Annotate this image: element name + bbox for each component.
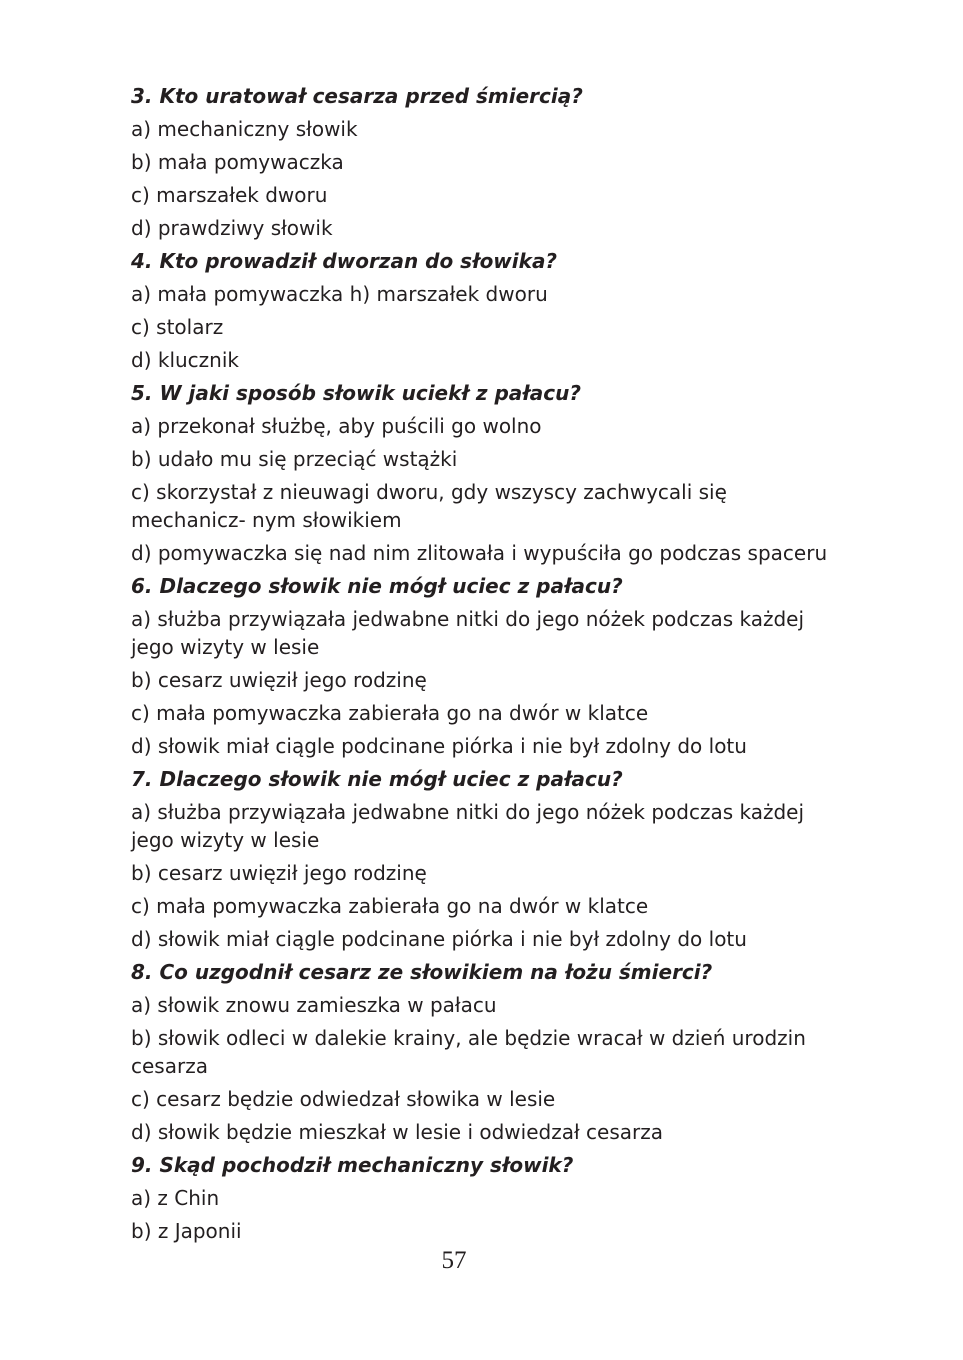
- answer-option: c) mała pomywaczka zabierała go na dwór w klatce: [131, 701, 649, 725]
- answer-option: d) słowik będzie mieszkał w lesie i odwiedzał cesarza: [131, 1120, 663, 1144]
- answer-option: d) słowik miał ciągle podcinane piórka i nie był zdolny do lotu: [131, 927, 747, 951]
- answer-option: b) cesarz uwięził jego rodzinę: [131, 668, 427, 692]
- answer-option: c) skorzystał z nieuwagi dworu, gdy wszyscy zachwycali się mechanicz- nym słowikiem: [131, 480, 727, 532]
- answer-option: b) z Japonii: [131, 1219, 242, 1243]
- answer-option: b) udało mu się przeciąć wstążki: [131, 447, 458, 471]
- question-heading: 7. Dlaczego słowik nie mógł uciec z pałacu?: [131, 767, 623, 791]
- question-block: [131, 82, 843, 242]
- answer-option: d) słowik miał ciągle podcinane piórka i nie był zdolny do lotu: [131, 734, 747, 758]
- answer-option: a) mechaniczny słowik: [131, 117, 358, 141]
- question-block: [131, 379, 843, 567]
- answer-option: b) słowik odleci w dalekie krainy, ale będzie wracał w dzień urodzin cesarza: [131, 1026, 806, 1078]
- answer-option: a) z Chin: [131, 1186, 220, 1210]
- question-heading: 3. Kto uratował cesarza przed śmiercią?: [131, 84, 583, 108]
- answer-option: a) służba przywiązała jedwabne nitki do jego nóżek podczas każdej jego wizyty w lesie: [131, 607, 805, 659]
- question-block: [131, 247, 843, 374]
- answer-option: b) cesarz uwięził jego rodzinę: [131, 861, 427, 885]
- answer-option: a) przekonał służbę, aby puścili go wolno: [131, 414, 542, 438]
- page-number: 57: [441, 1247, 467, 1274]
- question-block: [131, 572, 843, 760]
- answer-option: c) stolarz: [131, 315, 224, 339]
- question-heading: 8. Co uzgodnił cesarz ze słowikiem na łożu śmierci?: [131, 960, 713, 984]
- question-heading: 5. W jaki sposób słowik uciekł z pałacu?: [131, 381, 581, 405]
- answer-option: c) marszałek dworu: [131, 183, 328, 207]
- answer-option: a) mała pomywaczka h) marszałek dworu: [131, 282, 548, 306]
- question-heading: 9. Skąd pochodził mechaniczny słowik?: [131, 1153, 574, 1177]
- question-block: [131, 765, 843, 953]
- answer-option: d) pomywaczka się nad nim zlitowała i wypuściła go podczas spaceru: [131, 541, 828, 565]
- answer-option: c) mała pomywaczka zabierała go na dwór w klatce: [131, 894, 649, 918]
- answer-option: c) cesarz będzie odwiedzał słowika w lesie: [131, 1087, 556, 1111]
- question-heading: 4. Kto prowadził dworzan do słowika?: [131, 249, 558, 273]
- answer-option: b) mała pomywaczka: [131, 150, 344, 174]
- answer-option: a) słowik znowu zamieszka w pałacu: [131, 993, 497, 1017]
- quiz-page: [131, 82, 843, 1250]
- question-heading: 6. Dlaczego słowik nie mógł uciec z pałacu?: [131, 574, 623, 598]
- question-block: [131, 1151, 843, 1245]
- answer-option: d) prawdziwy słowik: [131, 216, 333, 240]
- question-block: [131, 958, 843, 1146]
- answer-option: d) klucznik: [131, 348, 239, 372]
- answer-option: a) służba przywiązała jedwabne nitki do jego nóżek podczas każdej jego wizyty w lesie: [131, 800, 805, 852]
